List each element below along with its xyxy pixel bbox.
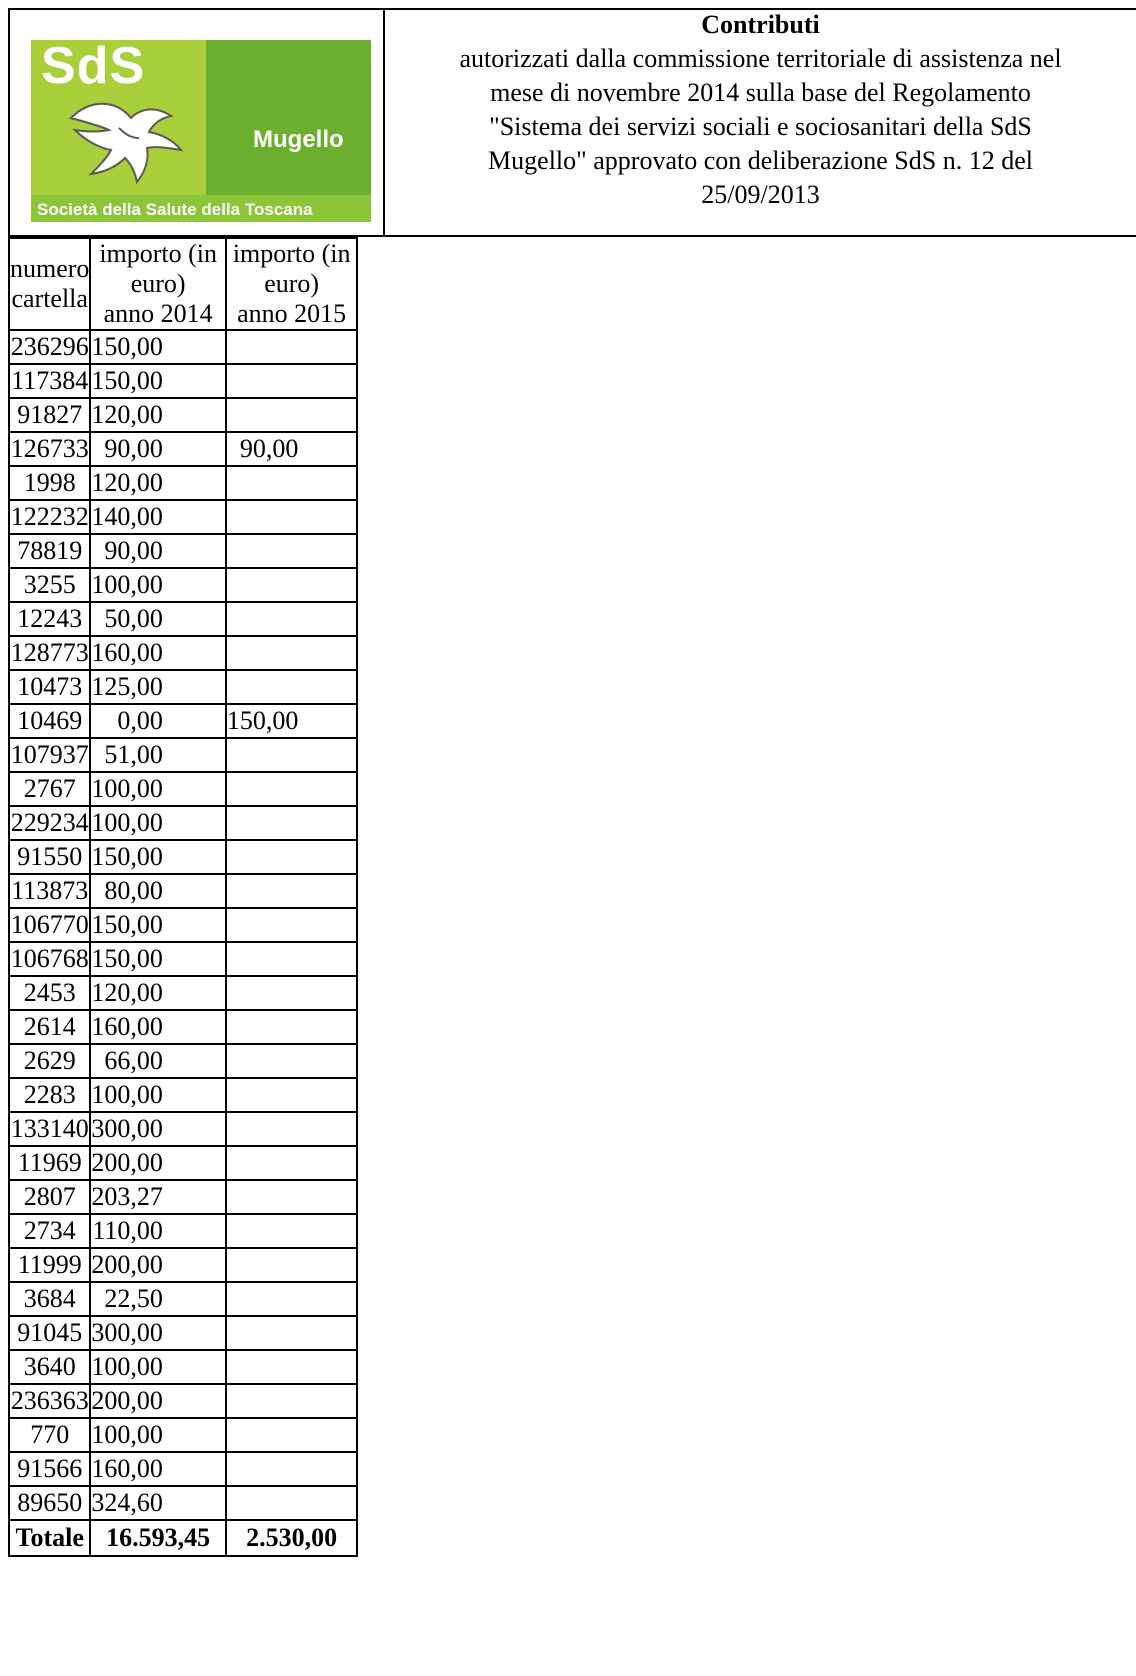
table-row: [9, 1486, 357, 1520]
cell-importo-2015: [226, 806, 358, 840]
cell-importo-2014: 66,00: [90, 1044, 226, 1078]
header-importo-2014-line2: anno 2014: [103, 299, 213, 328]
table-row: [9, 1350, 357, 1384]
cell-numero-cartella: 11999: [9, 1248, 90, 1282]
cell-numero-cartella: 2614: [9, 1010, 90, 1044]
cell-importo-2015: [226, 1044, 358, 1078]
table-row: [9, 1248, 357, 1282]
table-row: [9, 330, 357, 364]
cell-importo-2015: [226, 1452, 358, 1486]
table-row: [9, 1146, 357, 1180]
cell-importo-2015: [226, 738, 358, 772]
cell-importo-2014: 203,27: [90, 1180, 226, 1214]
table-row: [9, 772, 357, 806]
cell-importo-2015: [226, 1214, 358, 1248]
table-row: [9, 568, 357, 602]
cell-numero-cartella: 126733: [9, 432, 90, 466]
title-line-5: 25/09/2013: [701, 180, 820, 209]
cell-numero-cartella: 133140: [9, 1112, 90, 1146]
table-row: [9, 1316, 357, 1350]
cell-numero-cartella: 91045: [9, 1316, 90, 1350]
cell-importo-2015: [226, 1146, 358, 1180]
table-row: [9, 398, 357, 432]
table-row: [9, 1180, 357, 1214]
total-amount-2014: 16.593,45: [90, 1520, 226, 1556]
cell-importo-2014: 324,60: [90, 1486, 226, 1520]
title-line-3: "Sistema dei servizi sociali e sociosanitari della SdS: [489, 112, 1032, 141]
logo-tagline: Società della Salute della Toscana: [37, 200, 313, 219]
cell-importo-2014: 51,00: [90, 738, 226, 772]
cell-numero-cartella: 10469: [9, 704, 90, 738]
cell-numero-cartella: 11969: [9, 1146, 90, 1180]
cell-importo-2014: 300,00: [90, 1112, 226, 1146]
table-row: [9, 908, 357, 942]
cell-numero-cartella: 236296: [9, 330, 90, 364]
cell-importo-2015: [226, 942, 358, 976]
cell-importo-2014: 160,00: [90, 1452, 226, 1486]
total-row: [9, 1520, 357, 1556]
cell-importo-2014: 100,00: [90, 1350, 226, 1384]
table-header-row: [9, 238, 357, 330]
cell-numero-cartella: 107937: [9, 738, 90, 772]
header-importo-2015-line2: anno 2015: [237, 299, 347, 328]
table-row: [9, 636, 357, 670]
header-importo-2014: [90, 238, 226, 330]
cell-importo-2014: 125,00: [90, 670, 226, 704]
cell-importo-2015: [226, 466, 358, 500]
cell-importo-2015: [226, 1418, 358, 1452]
cell-importo-2015: [226, 1350, 358, 1384]
cell-importo-2014: 150,00: [90, 942, 226, 976]
table-row: [9, 466, 357, 500]
table-row: [9, 1384, 357, 1418]
cell-numero-cartella: 113873: [9, 874, 90, 908]
cell-numero-cartella: 236363: [9, 1384, 90, 1418]
cell-numero-cartella: 10473: [9, 670, 90, 704]
cell-numero-cartella: 91550: [9, 840, 90, 874]
cell-importo-2014: 150,00: [90, 364, 226, 398]
table-row: [9, 704, 357, 738]
cell-importo-2014: 200,00: [90, 1248, 226, 1282]
document-header: [8, 8, 1136, 239]
cell-importo-2015: [226, 500, 358, 534]
cell-numero-cartella: 106770: [9, 908, 90, 942]
total-label: Totale: [9, 1520, 90, 1556]
cell-numero-cartella: 3640: [9, 1350, 90, 1384]
cell-importo-2015: [226, 1180, 358, 1214]
pegasus-icon: [61, 88, 201, 193]
cell-numero-cartella: 91566: [9, 1452, 90, 1486]
cell-importo-2015: [226, 534, 358, 568]
cell-importo-2015: [226, 1384, 358, 1418]
cell-importo-2014: 140,00: [90, 500, 226, 534]
cell-importo-2014: 160,00: [90, 636, 226, 670]
cell-numero-cartella: 89650: [9, 1486, 90, 1520]
cell-importo-2014: 0,00: [90, 704, 226, 738]
table-row: [9, 500, 357, 534]
cell-importo-2014: 120,00: [90, 398, 226, 432]
table-row: [9, 1010, 357, 1044]
table-row: [9, 602, 357, 636]
table-row: [9, 976, 357, 1010]
header-importo-2015-line1: importo (in euro): [232, 239, 351, 298]
cell-importo-2014: 90,00: [90, 432, 226, 466]
cell-numero-cartella: 770: [9, 1418, 90, 1452]
title-line-2: mese di novembre 2014 sulla base del Regolamento: [490, 78, 1031, 107]
cell-importo-2015: [226, 1282, 358, 1316]
cell-numero-cartella: 122232: [9, 500, 90, 534]
cell-importo-2014: 50,00: [90, 602, 226, 636]
logo-district-text: Mugello: [253, 126, 344, 153]
sds-mugello-logo: [31, 37, 371, 222]
cell-importo-2014: 200,00: [90, 1146, 226, 1180]
header-importo-2014-line1: importo (in euro): [99, 239, 218, 298]
cell-numero-cartella: 229234: [9, 806, 90, 840]
cell-importo-2015: [226, 1486, 358, 1520]
table-row: [9, 1282, 357, 1316]
table-row: [9, 1078, 357, 1112]
cell-numero-cartella: 1998: [9, 466, 90, 500]
table-row: [9, 840, 357, 874]
table-row: [9, 1044, 357, 1078]
cell-numero-cartella: 2629: [9, 1044, 90, 1078]
cell-numero-cartella: 78819: [9, 534, 90, 568]
cell-numero-cartella: 128773: [9, 636, 90, 670]
cell-numero-cartella: 2807: [9, 1180, 90, 1214]
cell-importo-2014: 150,00: [90, 840, 226, 874]
table-row: [9, 1214, 357, 1248]
cell-numero-cartella: 106768: [9, 942, 90, 976]
cell-numero-cartella: 3255: [9, 568, 90, 602]
logo-cell: [8, 8, 385, 237]
table-row: [9, 534, 357, 568]
cell-importo-2014: 100,00: [90, 1078, 226, 1112]
cell-importo-2015: [226, 908, 358, 942]
cell-importo-2015: [226, 602, 358, 636]
cell-importo-2015: [226, 1316, 358, 1350]
cell-importo-2015: [226, 636, 358, 670]
table-row: [9, 806, 357, 840]
document-title: Contributi: [701, 10, 820, 39]
cell-importo-2014: 22,50: [90, 1282, 226, 1316]
table-row: [9, 874, 357, 908]
cell-importo-2015: [226, 670, 358, 704]
cell-importo-2015: [226, 568, 358, 602]
cell-importo-2015: 150,00: [226, 704, 358, 738]
table-row: [9, 364, 357, 398]
table-row: [9, 738, 357, 772]
contributions-table: [8, 237, 358, 1557]
table-row: [9, 432, 357, 466]
cell-importo-2015: [226, 976, 358, 1010]
cell-importo-2014: 160,00: [90, 1010, 226, 1044]
cell-numero-cartella: 3684: [9, 1282, 90, 1316]
title-line-4: Mugello" approvato con deliberazione SdS n. 12 del: [488, 146, 1033, 175]
cell-importo-2015: [226, 874, 358, 908]
table-row: [9, 1452, 357, 1486]
cell-importo-2015: [226, 1112, 358, 1146]
cell-importo-2014: 80,00: [90, 874, 226, 908]
cell-importo-2015: 90,00: [226, 432, 358, 466]
cell-importo-2014: 100,00: [90, 568, 226, 602]
cell-importo-2014: 150,00: [90, 330, 226, 364]
logo-brand-text: SdS: [41, 37, 146, 95]
cell-importo-2014: 300,00: [90, 1316, 226, 1350]
header-numero-cartella: numero cartella: [9, 238, 90, 330]
table-row: [9, 942, 357, 976]
cell-numero-cartella: 91827: [9, 398, 90, 432]
cell-importo-2015: [226, 772, 358, 806]
cell-importo-2015: [226, 364, 358, 398]
cell-importo-2015: [226, 1248, 358, 1282]
table-row: [9, 670, 357, 704]
title-line-1: autorizzati dalla commissione territoriale di assistenza nel: [459, 44, 1062, 73]
cell-importo-2015: [226, 840, 358, 874]
table-row: [9, 1112, 357, 1146]
cell-numero-cartella: 2767: [9, 772, 90, 806]
title-cell: [385, 8, 1136, 237]
cell-importo-2014: 150,00: [90, 908, 226, 942]
cell-importo-2014: 100,00: [90, 1418, 226, 1452]
header-importo-2015: [226, 238, 358, 330]
cell-importo-2014: 110,00: [90, 1214, 226, 1248]
cell-numero-cartella: 2734: [9, 1214, 90, 1248]
table-row: [9, 1418, 357, 1452]
cell-importo-2014: 100,00: [90, 772, 226, 806]
cell-importo-2014: 120,00: [90, 466, 226, 500]
cell-importo-2014: 120,00: [90, 976, 226, 1010]
table-body: [9, 330, 357, 1520]
cell-numero-cartella: 117384: [9, 364, 90, 398]
cell-importo-2014: 100,00: [90, 806, 226, 840]
total-amount-2015: 2.530,00: [226, 1520, 358, 1556]
cell-numero-cartella: 2453: [9, 976, 90, 1010]
cell-importo-2015: [226, 330, 358, 364]
cell-importo-2015: [226, 1078, 358, 1112]
cell-importo-2014: 90,00: [90, 534, 226, 568]
cell-numero-cartella: 2283: [9, 1078, 90, 1112]
cell-importo-2015: [226, 398, 358, 432]
cell-numero-cartella: 12243: [9, 602, 90, 636]
cell-importo-2015: [226, 1010, 358, 1044]
cell-importo-2014: 200,00: [90, 1384, 226, 1418]
